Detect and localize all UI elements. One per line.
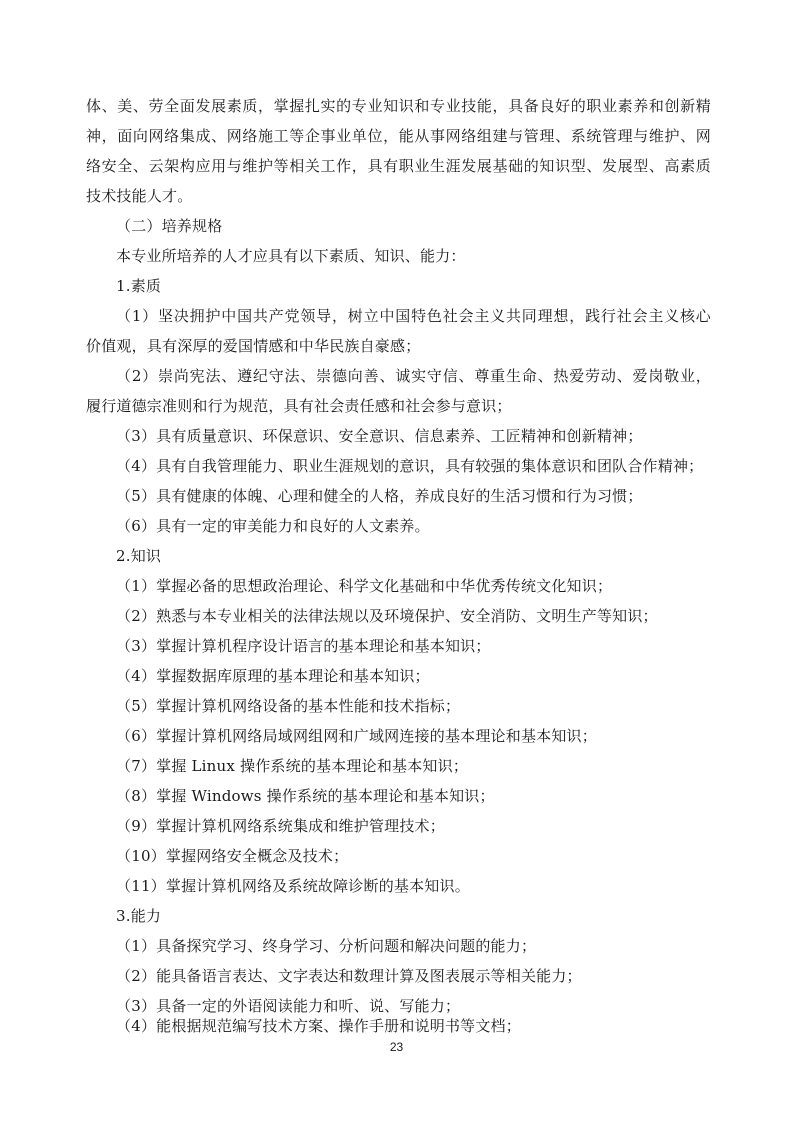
knowledge-item: （10）掌握网络安全概念及技术；: [116, 847, 349, 865]
knowledge-item: （6）掌握计算机网络局域网组网和广域网连接的基本理论和基本知识；: [116, 727, 597, 745]
knowledge-item: （9）掌握计算机网络系统集成和维护管理技术；: [116, 817, 445, 835]
knowledge-item: （7）掌握 Linux 操作系统的基本理论和基本知识；: [116, 757, 469, 775]
intro-line-2: 神，面向网络集成、网络施工等企事业单位，能从事网络组建与管理、系统管理与维护、网: [86, 127, 711, 145]
knowledge-item: （2）熟悉与本专业相关的法律法规以及环境保护、安全消防、文明生产等知识；: [116, 607, 658, 625]
quality-item-2-line-1: （2）崇尚宪法、遵纪守法、崇德向善、诚实守信、尊重生命、热爱劳动、爱岗敬业，: [116, 367, 711, 385]
quality-item-1-line-2: 价值观，具有深厚的爱国情感和中华民族自豪感；: [86, 337, 421, 355]
intro-line-3: 络安全、云架构应用与维护等相关工作，具有职业生涯发展基础的知识型、发展型、高素质: [86, 157, 711, 175]
quality-item-5: （5）具有健康的体魄、心理和健全的人格，养成良好的生活习惯和行为习惯；: [116, 487, 643, 505]
intro-line-1: 体、美、劳全面发展素质，掌握扎实的专业知识和专业技能，具备良好的职业素养和创新精: [86, 97, 711, 115]
quality-item-6: （6）具有一定的审美能力和良好的人文素养。: [116, 517, 430, 535]
ability-item: （1）具备探究学习、终身学习、分析问题和解决问题的能力；: [116, 937, 537, 955]
knowledge-heading: 2.知识: [116, 547, 162, 565]
knowledge-item: （4）掌握数据库原理的基本理论和基本知识；: [116, 667, 430, 685]
quality-item-3: （3）具有质量意识、环保意识、安全意识、信息素养、工匠精神和创新精神；: [116, 427, 643, 445]
knowledge-item: （8）掌握 Windows 操作系统的基本理论和基本知识；: [116, 787, 495, 805]
knowledge-item: （5）掌握计算机网络设备的基本性能和技术指标；: [116, 697, 461, 715]
quality-item-2-line-2: 履行道德宗准则和行为规范，具有社会责任感和社会参与意识；: [86, 397, 512, 415]
page-number: 23: [389, 1040, 404, 1054]
knowledge-item: （1）掌握必备的思想政治理论、科学文化基础和中华优秀传统文化知识；: [116, 577, 613, 595]
section-heading: （二）培养规格: [116, 217, 223, 235]
knowledge-item: （3）掌握计算机程序设计语言的基本理论和基本知识；: [116, 637, 491, 655]
ability-item: （4）能根据规范编写技术方案、操作手册和说明书等文档；: [116, 1017, 521, 1035]
ability-item: （3）具备一定的外语阅读能力和听、说、写能力；: [116, 997, 461, 1015]
quality-heading: 1.素质: [116, 277, 162, 295]
quality-item-4: （4）具有自我管理能力、职业生涯规划的意识，具有较强的集体意识和团队合作精神；: [116, 457, 704, 475]
ability-item: （2）能具备语言表达、文字表达和数理计算及图表展示等相关能力；: [116, 967, 582, 985]
knowledge-item: （11）掌握计算机网络及系统故障诊断的基本知识。: [116, 877, 470, 895]
ability-heading: 3.能力: [116, 907, 162, 925]
section-lead: 本专业所培养的人才应具有以下素质、知识、能力：: [116, 247, 466, 265]
quality-item-1-line-1: （1）坚决拥护中国共产党领导，树立中国特色社会主义共同理想，践行社会主义核心: [116, 307, 711, 325]
intro-line-4: 技术技能人才。: [86, 187, 193, 205]
